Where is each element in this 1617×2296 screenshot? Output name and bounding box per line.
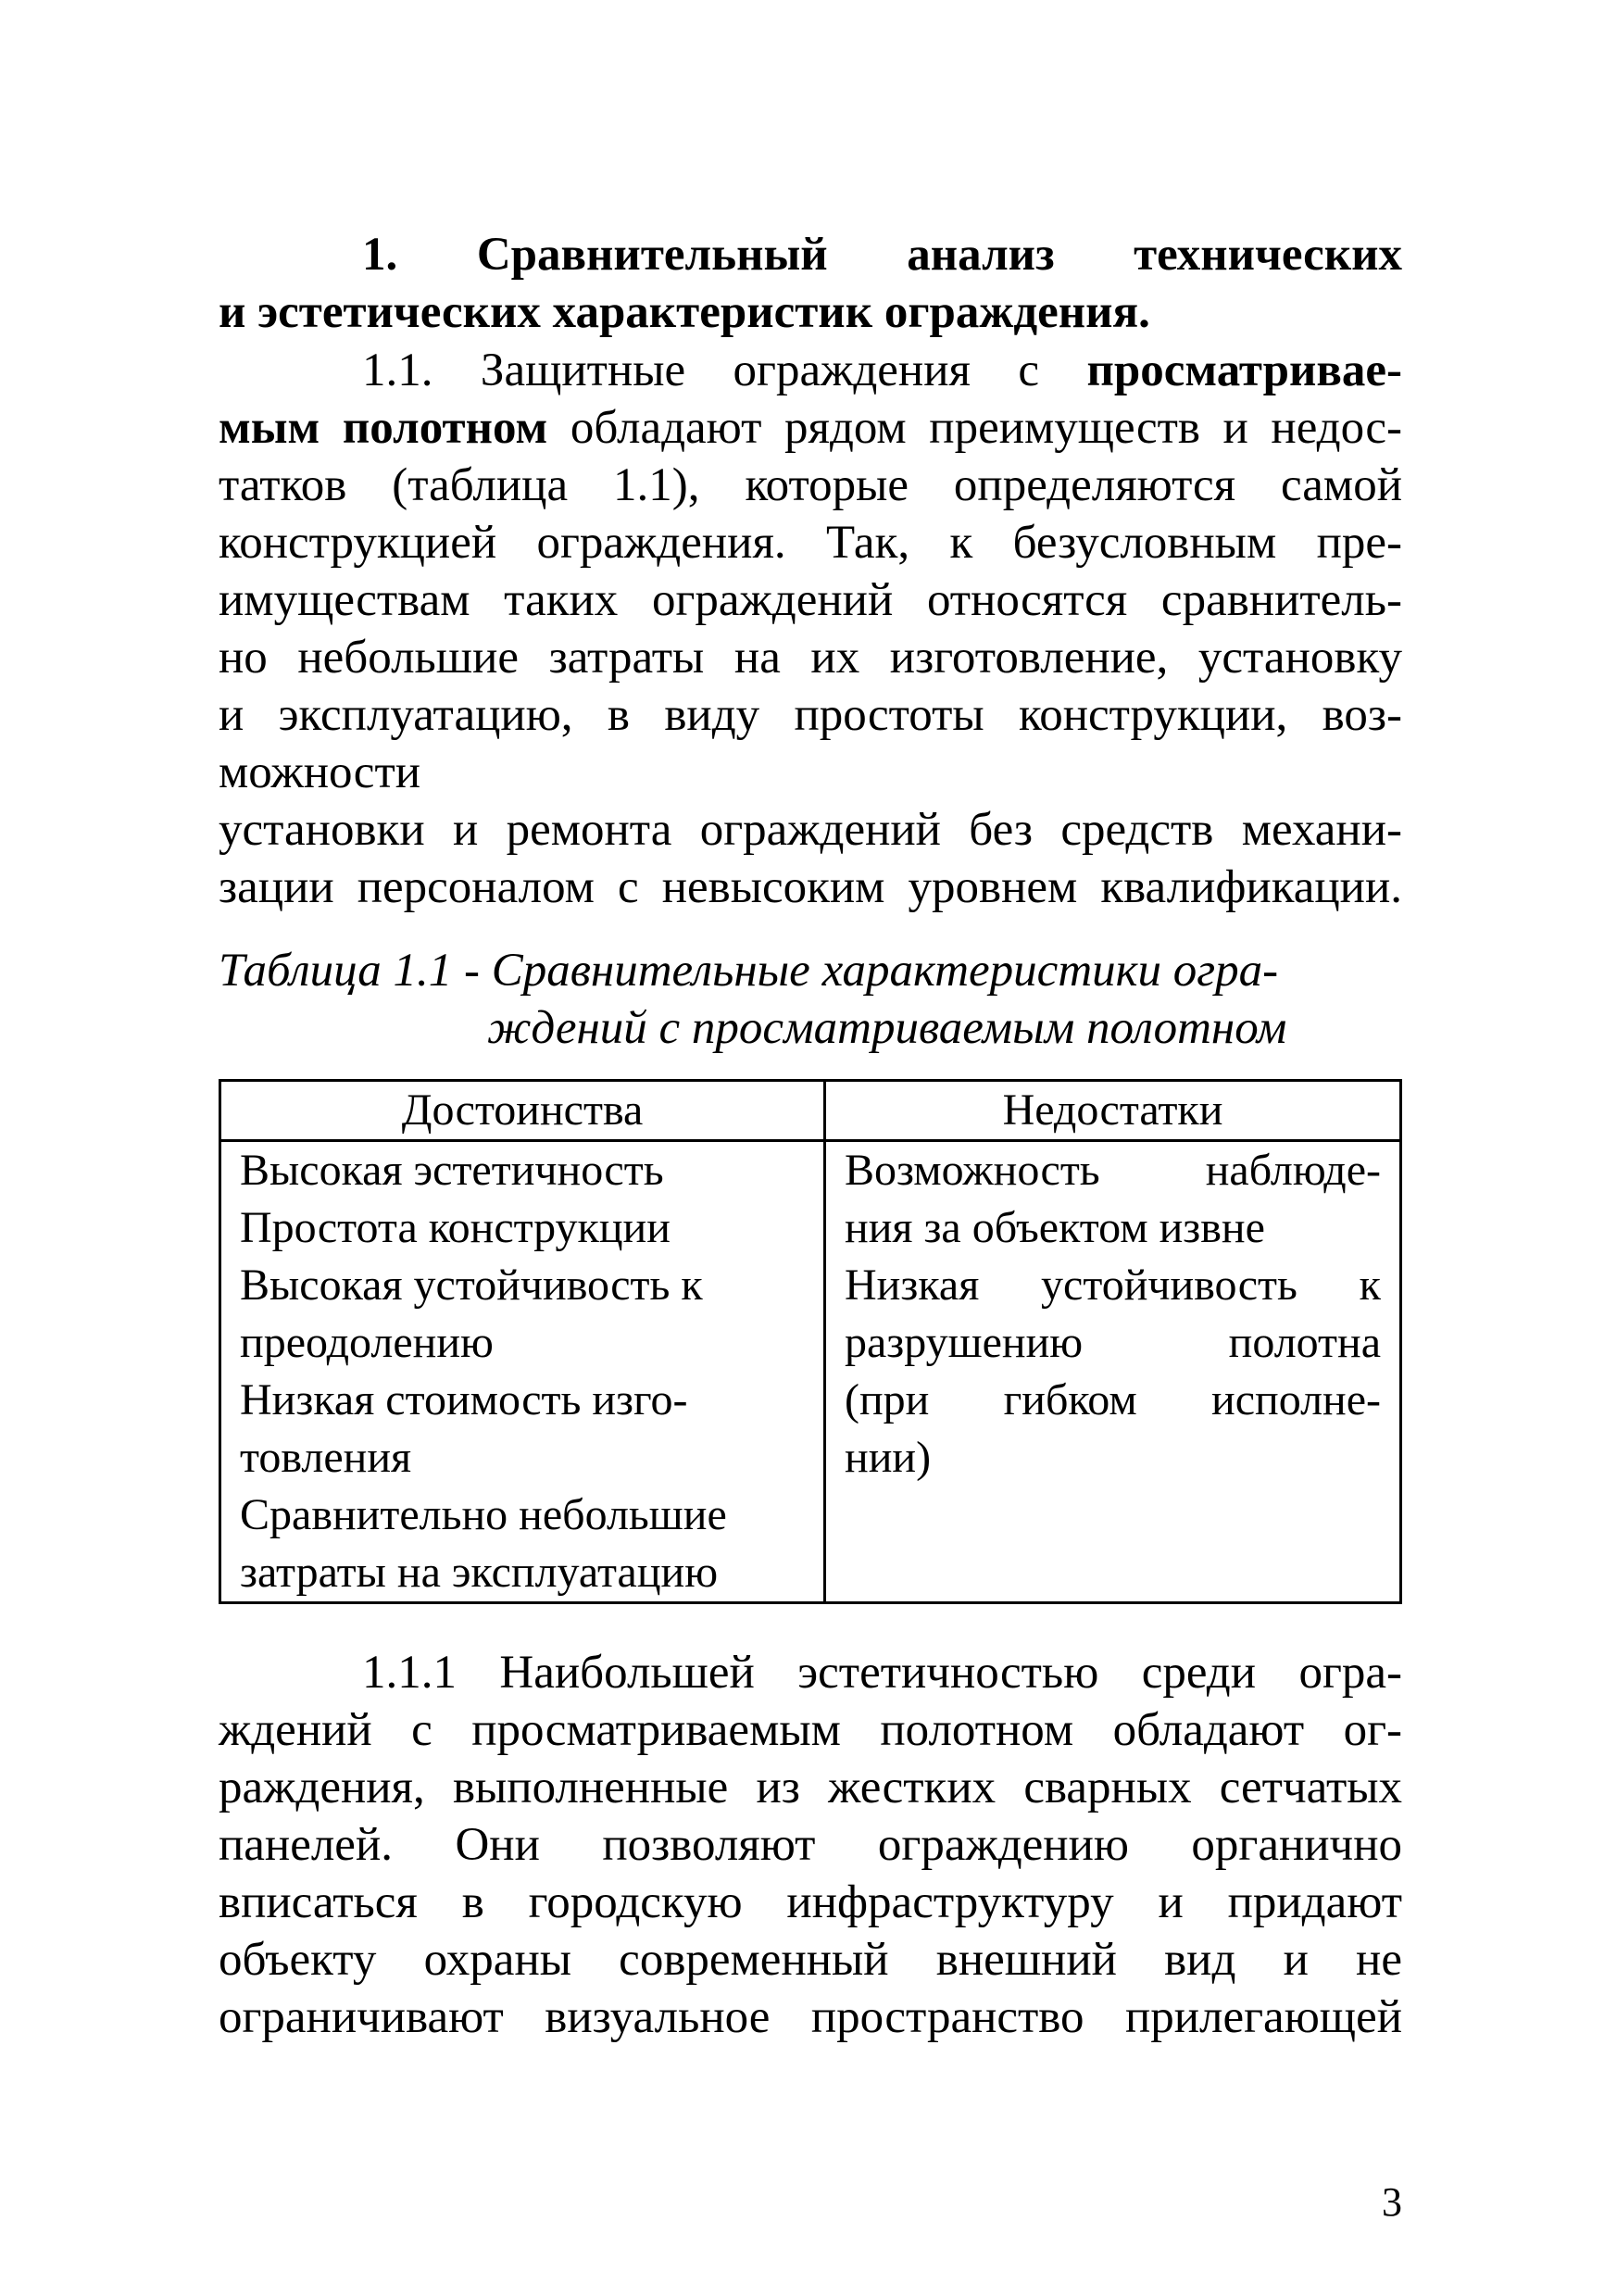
section-heading-line-1: 1. Сравнительный анализ технических xyxy=(362,229,1402,281)
table-body-row xyxy=(220,1141,1401,1603)
paragraph-1-1-line-6: но небольшие затраты на их изготовление, установку xyxy=(219,632,1402,684)
advantages-cell xyxy=(220,1141,825,1603)
paragraph-1-1-1-line-2: ждений с просматриваемым полотном обладают ог- xyxy=(219,1704,1402,1756)
paragraph-1-1-line-7: и эксплуатацию, в виду простоты конструкции, воз- xyxy=(219,689,1402,741)
paragraph-1-1-1-line-6: объекту охраны современный внешний вид и не xyxy=(219,1934,1402,1986)
paragraph-1-1-line-5: имуществам таких ограждений относятся сравнитель- xyxy=(219,574,1402,626)
paragraph-1-1-line-2 xyxy=(219,399,1402,457)
page-number: 3 xyxy=(1382,2179,1402,2225)
table-header-row xyxy=(220,1081,1401,1141)
disadvantage-line: (при гибком исполне- xyxy=(845,1375,1381,1424)
advantage-line: Высокая устойчивость к xyxy=(240,1261,703,1310)
table-caption-line-2: ждений с просматриваемым полотном xyxy=(487,1002,1287,1054)
header-advantages: Достоинства xyxy=(220,1081,825,1141)
header-disadvantages: Недостатки xyxy=(825,1081,1401,1141)
advantage-line: Простота конструкции xyxy=(240,1203,671,1252)
disadvantage-line: ния за объектом извне xyxy=(845,1203,1265,1252)
paragraph-1-1-1-line-7: ограничивают визуальное пространство прилегающей xyxy=(219,1991,1402,2043)
paragraph-1-1-line-1 xyxy=(219,342,1402,399)
paragraph-1-1-lead-bold: просматривае- xyxy=(1086,345,1402,396)
advantage-line: Низкая стоимость изго- xyxy=(240,1375,688,1424)
paragraph-1-1-1-line-3: раждения, выполненные из жестких сварных сетчатых xyxy=(219,1762,1402,1813)
paragraph-1-1-1-line-5: вписаться в городскую инфраструктуру и придают xyxy=(219,1876,1402,1928)
advantage-line: затраты на эксплуатацию xyxy=(240,1548,719,1597)
paragraph-1-1-line-9: установки и ремонта ограждений без средств механи- xyxy=(219,804,1402,856)
disadvantage-line: разрушению полотна xyxy=(845,1318,1381,1367)
paragraph-1-1-1-line-1: 1.1.1 Наибольшей эстетичностью среди огра- xyxy=(362,1647,1402,1699)
disadvantage-line: Возможность наблюде- xyxy=(845,1146,1381,1195)
advantage-line: Сравнительно небольшие xyxy=(240,1490,727,1539)
paragraph-1-1-1-line-4: панелей. Они позволяют ограждению органично xyxy=(219,1819,1402,1871)
paragraph-1-1-lead: 1.1. Защитные ограждения с xyxy=(362,345,1087,396)
paragraph-1-1-line-4: конструкцией ограждения. Так, к безусловным пре- xyxy=(219,517,1402,569)
paragraph-1-1-line-3: татков (таблица 1.1), которые определяются самой xyxy=(219,459,1402,511)
paragraph-1-1-line-2-rest: обладают рядом преимуществ и недос- xyxy=(547,402,1403,454)
paragraph-1-1-line-8: можности xyxy=(219,747,421,798)
section-heading-line-2: и эстетических характеристик ограждения. xyxy=(219,286,1150,338)
disadvantage-line: нии) xyxy=(845,1433,932,1482)
advantage-line: Высокая эстетичность xyxy=(240,1146,664,1195)
disadvantages-cell xyxy=(825,1141,1401,1603)
disadvantage-line: Низкая устойчивость к xyxy=(845,1261,1381,1310)
paragraph-1-1-term-bold: мым полотном xyxy=(219,402,548,454)
paragraph-1-1-line-10: зации персоналом с невысоким уровнем квалификации. xyxy=(219,861,1402,913)
advantage-line: товления xyxy=(240,1433,412,1482)
advantage-line: преодолению xyxy=(240,1318,494,1367)
table-caption-line-1: Таблица 1.1 - Сравнительные характеристики огра- xyxy=(219,945,1279,997)
document-page xyxy=(219,0,1402,2296)
comparison-table xyxy=(219,1079,1402,1604)
